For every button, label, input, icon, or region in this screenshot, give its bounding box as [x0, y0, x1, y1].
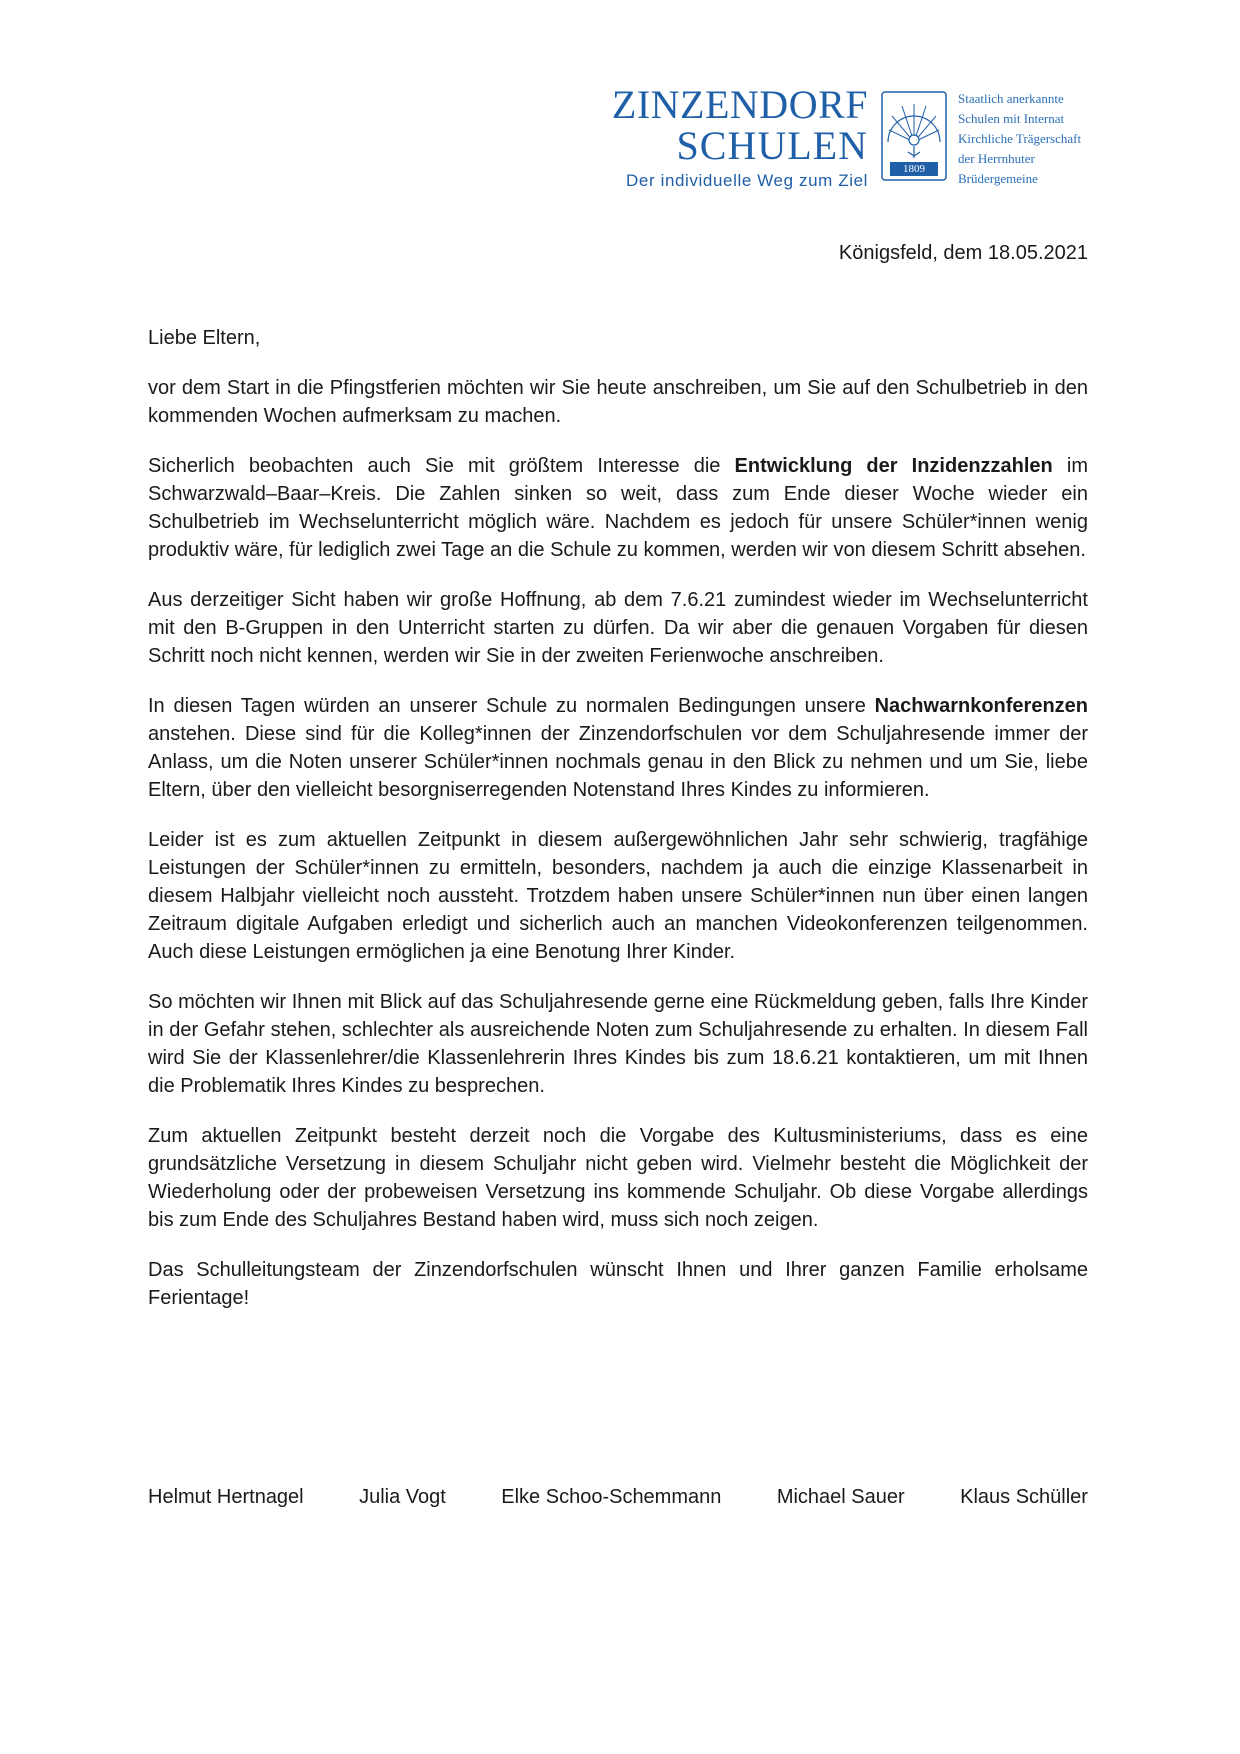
- paragraph-feedback: So möchten wir Ihnen mit Blick auf das Schuljahresende gerne eine Rückmeldung geben, falls Ihre Kinder in der Gefahr stehen, schlechter als ausreichende Noten zum Schuljahresende zu erhalten. In diesem Fall wird Sie der Klassenlehrer/die Klassenlehrerin Ihres Kindes bis zum 18.6.21 kontaktieren, um mit Ihnen die Problematik Ihres Kindes zu besprechen.: [148, 991, 1088, 1097]
- school-logo-wordmark: [596, 84, 868, 192]
- signatory-name: Klaus Schüller: [960, 1486, 1088, 1508]
- paragraph-text: Sicherlich beobachten auch Sie mit größtem Interesse die: [148, 455, 735, 477]
- paragraph-conferences: [148, 692, 1088, 804]
- school-emblem-icon: [880, 90, 948, 182]
- paragraph-text: In diesen Tagen würden an unserer Schule zu normalen Bedingungen unsere: [148, 695, 875, 717]
- salutation: Liebe Eltern,: [148, 327, 261, 349]
- signatory-name: Elke Schoo-Schemmann: [501, 1486, 722, 1508]
- info-line: Staatlich anerkannte: [958, 91, 1064, 106]
- info-line: Schulen mit Internat: [958, 111, 1065, 126]
- paragraph-outlook: Aus derzeitiger Sicht haben wir große Hoffnung, ab dem 7.6.21 zumindest wieder im Wechselunterricht mit den B-Gruppen in den Unterricht starten zu dürfen. Da wir aber die genauen Vorgaben für diesen Schritt noch nicht kennen, werden wir Sie in der zweiten Ferienwoche anschreiben.: [148, 589, 1088, 667]
- paragraph-intro: vor dem Start in die Pfingstferien möchten wir Sie heute anschreiben, um Sie auf den Schulbetrieb in den kommenden Wochen aufmerksam zu machen.: [148, 377, 1088, 427]
- emphasis-text: Entwicklung der Inzidenzzahlen: [734, 455, 1053, 477]
- paragraph-closing: Das Schulleitungsteam der Zinzendorfschulen wünscht Ihnen und Ihrer ganzen Familie erholsame Ferientage!: [148, 1259, 1088, 1309]
- logo-name-line2: SCHULEN: [676, 123, 868, 168]
- place-and-date: Königsfeld, dem 18.05.2021: [838, 242, 1088, 264]
- paragraph-promotion: Zum aktuellen Zeitpunkt besteht derzeit noch die Vorgabe des Kultusministeriums, dass es eine grundsätzliche Versetzung in diesem Schuljahr nicht geben wird. Vielmehr besteht die Möglichkeit der Wiederholung oder der probeweisen Versetzung ins kommende Schuljahr. Ob diese Vorgabe allerdings bis zum Ende des Schuljahres Bestand haben wird, muss sich noch zeigen.: [148, 1125, 1088, 1231]
- paragraph-text: im Schwarzwald–Baar–Kreis. Die Zahlen sinken so weit, dass zum Ende dieser Woche wieder ein Schulbetrieb im Wechselunterricht möglich wäre. Nachdem es jedoch für unsere Schüler*innen wenig produktiv wäre, für lediglich zwei Tage an die Schule zu kommen, werden wir von diesem Schritt absehen.: [148, 455, 1088, 561]
- logo-tagline: Der individuelle Weg zum Ziel: [626, 171, 868, 190]
- signatory-name: Julia Vogt: [359, 1486, 446, 1508]
- signatory-name: Michael Sauer: [776, 1486, 905, 1508]
- letter-body: [148, 324, 1088, 1334]
- info-line: der Herrnhuter: [958, 151, 1035, 166]
- school-info-block: [958, 89, 1128, 189]
- info-line: Kirchliche Trägerschaft: [958, 131, 1082, 146]
- paragraph-assessment: Leider ist es zum aktuellen Zeitpunkt in diesem außergewöhnlichen Jahr sehr schwierig, tragfähige Leistungen der Schüler*innen zu ermitteln, besonders, nachdem ja auch die einzige Klassenarbeit in diesem Halbjahr vielleicht noch aussteht. Trotzdem haben unsere Schüler*innen nun über einen langen Zeitraum digitale Aufgaben erledigt und sicherlich auch an manchen Videokonferenzen teilgenommen. Auch diese Leistungen ermöglichen ja eine Benotung Ihrer Kinder.: [148, 829, 1088, 963]
- paragraph-incidence: [148, 452, 1088, 564]
- info-line: Brüdergemeine: [958, 171, 1038, 186]
- emphasis-text: Nachwarnkonferenzen: [874, 695, 1088, 717]
- signature-row: [148, 1484, 1088, 1510]
- signatory-name: Helmut Hertnagel: [148, 1486, 304, 1508]
- emblem-year: 1809: [903, 163, 925, 175]
- paragraph-text: anstehen. Diese sind für die Kolleg*innen der Zinzendorfschulen vor dem Schuljahresende immer der Anlass, um die Noten unserer Schüler*innen nochmals genau in den Blick zu nehmen und um Sie, liebe Eltern, über den vielleicht besorgniserregenden Notenstand Ihres Kindes zu informieren.: [148, 723, 1088, 801]
- logo-name-line1: ZINZENDORF: [611, 82, 868, 127]
